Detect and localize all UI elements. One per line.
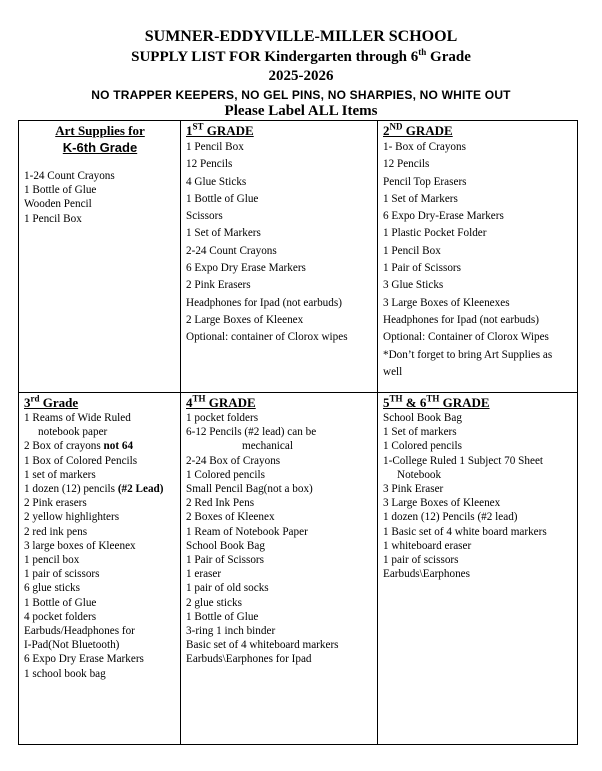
list-item: 1 Bottle of Glue (24, 596, 97, 609)
list-item: 1 pocket folders (186, 412, 259, 424)
list-item: 3 Large Boxes of Kleenexes (383, 296, 510, 309)
list-item: 3 Glue Sticks (383, 279, 444, 292)
list-item: School Book Bag (383, 412, 462, 424)
list-item: 1 Set of Markers (383, 192, 458, 205)
list-item: 1-College Ruled 1 Subject 70 Sheet (383, 454, 544, 467)
list-item: 12 Pencils (383, 158, 430, 171)
list-item: Scissors (186, 210, 223, 223)
list-item: Headphones for Ipad (not earbuds) (383, 313, 539, 326)
list-item: 6 Expo Dry Erase Markers (24, 653, 144, 666)
list-item: 2 red ink pens (24, 525, 88, 538)
list-item: 1 Ream of Notebook Paper (186, 525, 308, 538)
list-item: 2 Red Ink Pens (186, 497, 255, 510)
list-item: 2-24 Count Crayons (186, 244, 277, 257)
list-item: 6-12 Pencils (#2 lead) can be (186, 426, 317, 439)
list-item: 1 Plastic Pocket Folder (383, 227, 487, 240)
list-item: 2 glue sticks (186, 596, 242, 609)
label-note: Please Label ALL Items (224, 103, 378, 119)
list-item: 1 Pencil Box (24, 212, 82, 225)
list-item: 1-24 Count Crayons (24, 170, 115, 182)
supply-table (18, 120, 578, 745)
art-title: Art Supplies for (55, 123, 145, 138)
list-item: 1 Pair of Scissors (383, 262, 462, 275)
list-item: 1 pair of scissors (383, 554, 459, 567)
list-item: 4 pocket folders (24, 610, 97, 623)
list-item: 1 Box of Colored Pencils (24, 454, 138, 467)
list-item: 1 Pencil Box (186, 141, 244, 153)
list-item: 6 Expo Dry Erase Markers (186, 262, 306, 275)
list-item: 1 dozen (12) Pencils (#2 lead) (383, 511, 518, 524)
list-item: 1 Pencil Box (383, 244, 441, 257)
grade3-title: 3rd Grade (24, 393, 79, 410)
list-item: I-Pad(Not Bluetooth) (24, 639, 120, 652)
grade3-cell (19, 393, 181, 745)
list-item: 2 Large Boxes of Kleenex (186, 313, 304, 326)
list-item: 1 Set of markers (383, 426, 457, 439)
list-item: 1 Pair of Scissors (186, 554, 265, 567)
restriction-note: NO TRAPPER KEEPERS, NO GEL PINS, NO SHARPIES, NO WHITE OUT (91, 88, 511, 102)
list-item: Headphones for Ipad (not earbuds) (186, 296, 342, 309)
list-item: 1 Basic set of 4 white board markers (383, 525, 547, 538)
list-item: 3 large boxes of Kleenex (24, 539, 136, 552)
list-item: Small Pencil Bag(not a box) (186, 483, 313, 496)
list-item: 1 Bottle of Glue (186, 192, 259, 205)
list-item: Optional: Container of Clorox Wipes (383, 331, 549, 344)
grade4-cell (181, 393, 378, 745)
art-supplies-cell (19, 121, 181, 393)
list-item: 1 Set of Markers (186, 227, 261, 240)
grade2-title: 2ND GRADE (383, 121, 453, 138)
list-item: 1 Reams of Wide Ruled (24, 412, 131, 424)
list-item: Pencil Top Erasers (383, 175, 467, 188)
grade56-title: 5TH & 6TH GRADE (383, 393, 490, 410)
list-item: 6 Expo Dry-Erase Markers (383, 210, 504, 223)
school-name: SUMNER-EDDYVILLE-MILLER SCHOOL (144, 28, 458, 45)
grade1-cell (181, 121, 378, 393)
list-item: 2 Box of crayons not 64 (24, 440, 134, 453)
list-item: 2 yellow highlighters (24, 511, 120, 524)
list-item: 2-24 Box of Crayons (186, 454, 281, 467)
list-item: 1 set of markers (24, 468, 96, 481)
list-item: 4 Glue Sticks (186, 175, 247, 188)
list-item: 1 dozen (12) pencils (#2 Lead) (24, 483, 164, 496)
list-item: 1 Bottle of Glue (24, 184, 97, 197)
list-item: 1 pencil box (24, 554, 80, 567)
list-item: 1 Colored pencils (383, 440, 462, 453)
list-item: 2 Boxes of Kleenex (186, 511, 275, 524)
grade1-title: 1ST GRADE (186, 121, 254, 138)
list-item: 1 pair of old socks (186, 582, 269, 595)
list-item: Notebook (397, 468, 442, 481)
list-item: 3 Large Boxes of Kleenex (383, 497, 501, 510)
list-item: 2 Pink Erasers (186, 279, 251, 292)
list-item: 1 pair of scissors (24, 568, 100, 581)
list-item: School Book Bag (186, 539, 265, 552)
list-item: Optional: container of Clorox wipes (186, 331, 348, 344)
art-subtitle: K-6th Grade (62, 140, 138, 155)
list-item: 12 Pencils (186, 158, 233, 171)
list-item: notebook paper (38, 426, 108, 439)
list-item: Earbuds\Earphones for Ipad (186, 653, 312, 666)
list-item: 3 Pink Eraser (383, 483, 444, 496)
supply-list-title: SUPPLY LIST FOR Kindergarten through 6th Grade (131, 47, 471, 65)
list-item: 3-ring 1 inch binder (186, 625, 276, 638)
list-item: 1 whiteboard eraser (383, 539, 472, 552)
list-item: 1 school book bag (24, 667, 106, 680)
grade2-cell (378, 121, 578, 393)
school-year: 2025-2026 (268, 68, 334, 84)
grade4-title: 4TH GRADE (186, 393, 256, 410)
grade56-cell (378, 393, 578, 745)
list-item: Earbuds/Headphones for (24, 625, 135, 638)
list-item: *Don’t forget to bring Art Supplies as well (383, 348, 553, 378)
list-item: 1 eraser (186, 568, 222, 581)
list-item: 1 Bottle of Glue (186, 610, 259, 623)
list-item: 6 glue sticks (24, 582, 80, 595)
list-item: Earbuds\Earphones (383, 568, 470, 581)
list-item: 2 Pink erasers (24, 497, 87, 510)
list-item: 1 Colored pencils (186, 468, 265, 481)
list-item: Wooden Pencil (24, 198, 92, 211)
list-item: mechanical (242, 440, 293, 453)
list-item: Basic set of 4 whiteboard markers (186, 639, 339, 652)
list-item: 1- Box of Crayons (383, 141, 466, 153)
